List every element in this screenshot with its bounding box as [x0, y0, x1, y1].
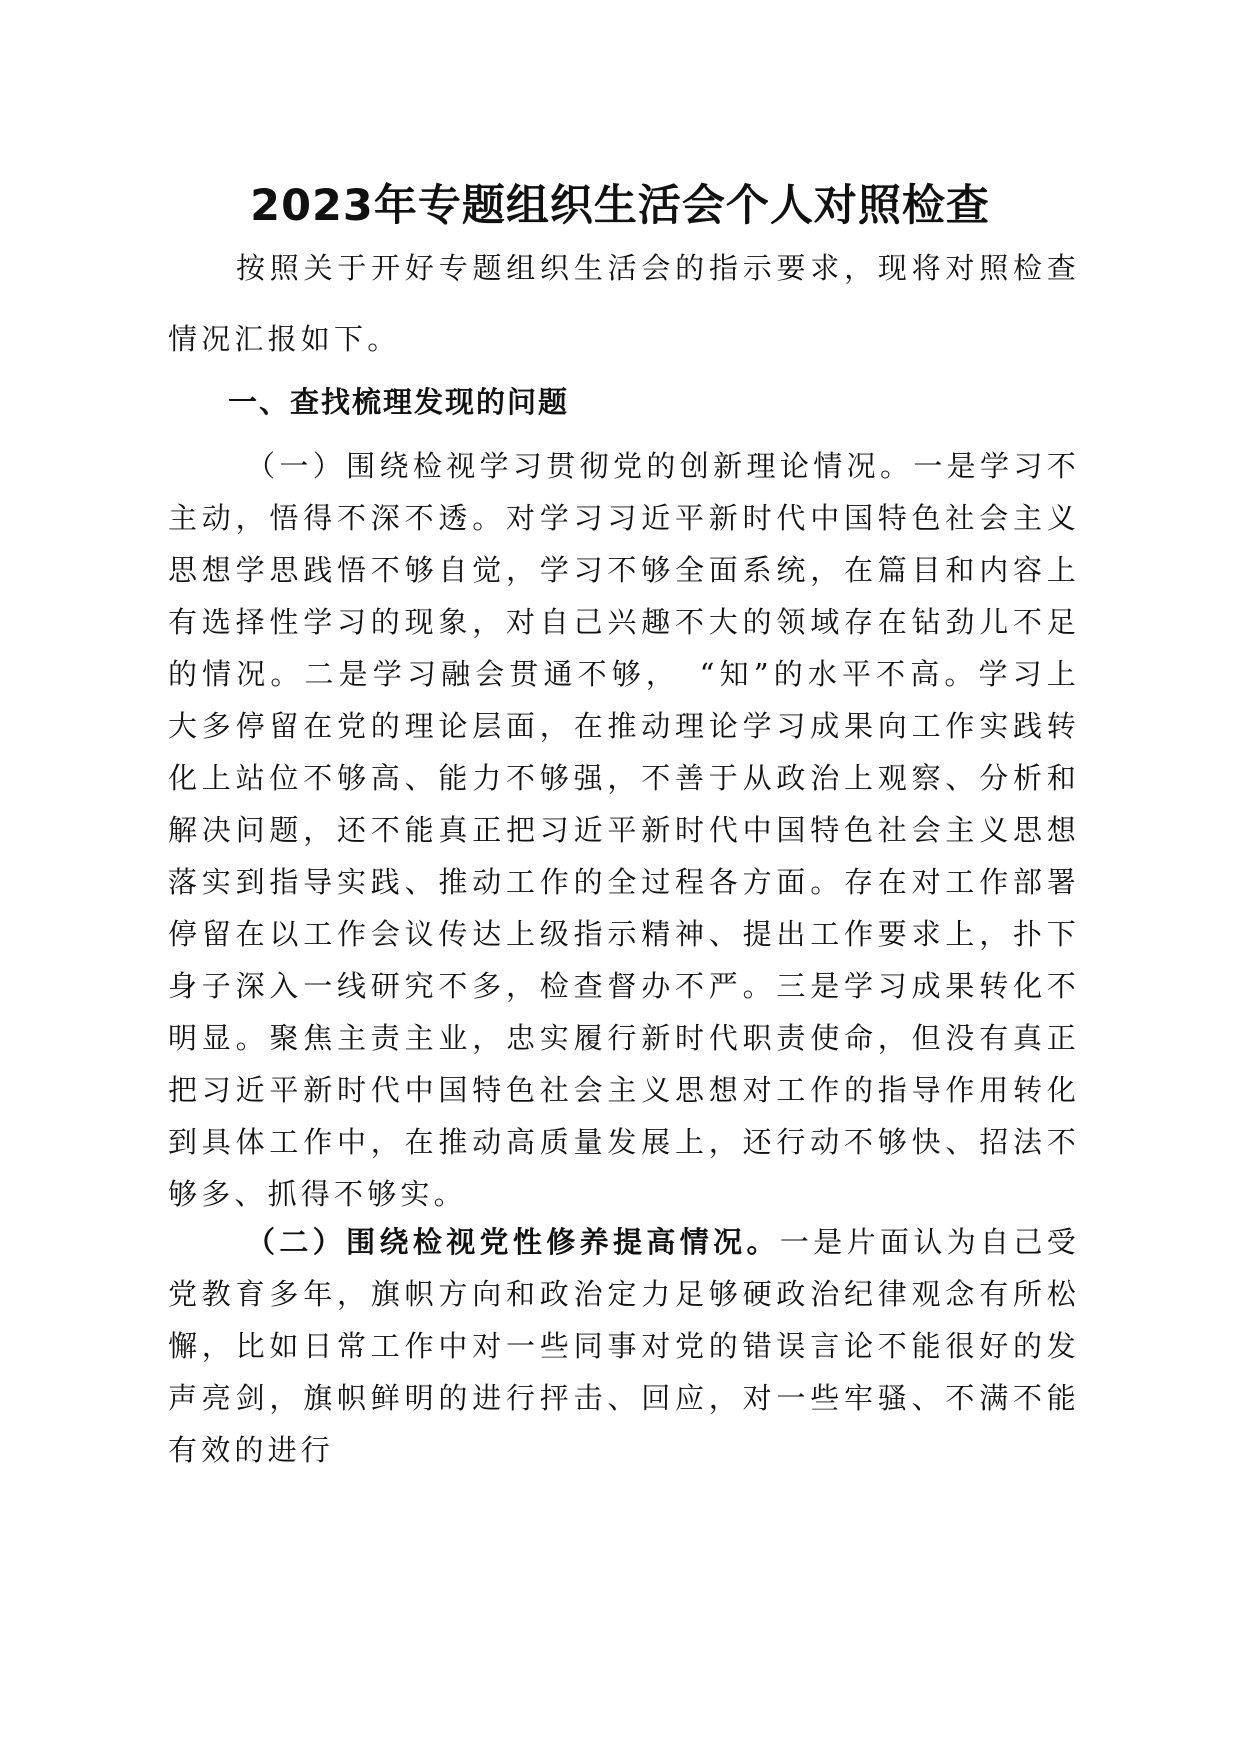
item-1-lead: （一）围绕检视学习贯彻党的创新理论情况。 [246, 449, 914, 483]
intro-paragraph: 按照关于开好专题组织生活会的指示要求，现将对照检查情况汇报如下。 [168, 251, 1080, 356]
item-2-lead: （二）围绕检视党性修养提高情况。 [246, 1225, 780, 1259]
paragraph-item-2 [168, 1216, 1080, 1476]
item-1-text: 一是学习不主动，悟得不深不透。对学习习近平新时代中国特色社会主义思想学思践悟不够自觉，学习不够全面系统，在篇目和内容上有选择性学习的现象，对自己兴趣不大的领域存在钻劲儿不足的情况。二是学习融会贯通不够， “知”的水平不高。学习上大多停留在党的理论层面，在推动理论学习成果向工作实践转化上站位不够高、能力不够强，不善于从政治上观察、分析和解决问题，还不能真正把习近平新时代中国特色社会主义思想落实到指导实践、推动工作的全过程各方面。存在对工作部署停留在以工作会议传达上级指示精神、提出工作要求上，扑下身子深入一线研究不多，检查督办不严。三是学习成果转化不明显。聚焦主责主业，忠实履行新时代职责使命，但没有真正把习近平新时代中国特色社会主义思想对工作的指导作用转化到具体工作中，在推动高质量发展上，还行动不够快、招法不够多、抓得不够实。 [168, 449, 1080, 1211]
section-heading: 一、查找梳理发现的问题 [228, 385, 570, 419]
paragraph-item-1 [168, 440, 1080, 1220]
item-2-text: 一是片面认为自己受党教育多年，旗帜方向和政治定力足够硬政治纪律观念有所松懈，比如日常工作中对一些同事对党的错误言论不能很好的发声亮剑，旗帜鲜明的进行抨击、回应，对一些牢骚、不满不能有效的进行 [168, 1225, 1080, 1467]
document-title: 2023年专题组织生活会个人对照检查 [250, 181, 990, 231]
